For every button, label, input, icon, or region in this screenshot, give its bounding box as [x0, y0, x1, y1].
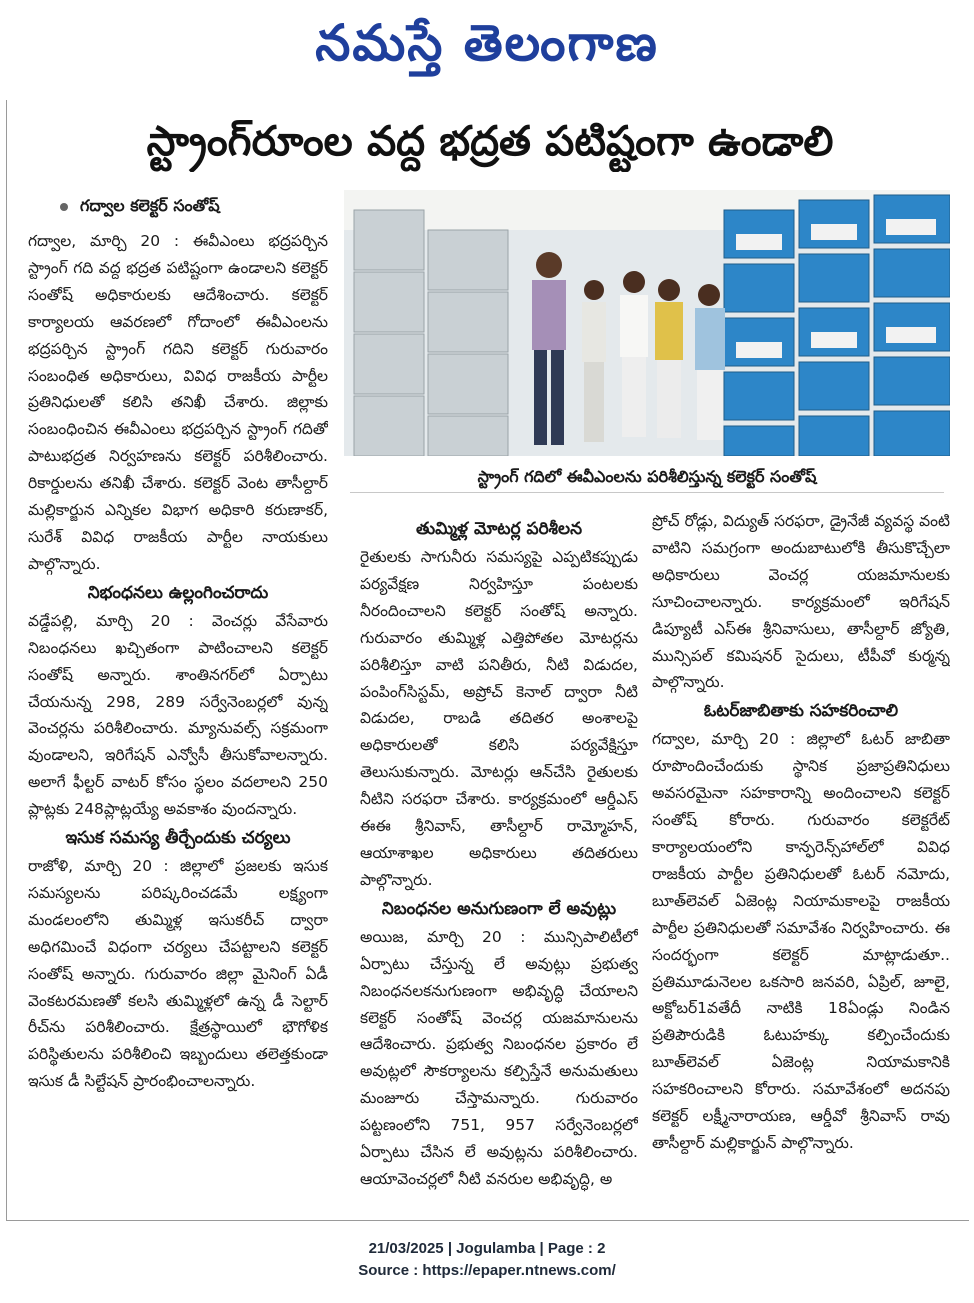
photo-illustration	[344, 190, 950, 456]
subheading: తుమ్మిళ్ల మోటర్ల పరిశీలన	[415, 519, 583, 539]
bullet-icon	[60, 203, 68, 211]
subheading: నిబంధనల అనుగుణంగా లే అవుట్లు	[381, 898, 617, 919]
article-headline: స్ట్రాంగ్‌రూంల వద్ద భద్రత పటిష్టంగా ఉండాలి	[146, 117, 834, 165]
footer-date-line: 21/03/2025 | Jogulamba | Page : 2	[368, 1240, 606, 1257]
article-column-2	[360, 514, 638, 1210]
footer-source-link[interactable]: Source : https://epaper.ntnews.com/	[358, 1262, 616, 1279]
paragraph: గద్వాల, మార్చి 20 : జిల్లాలో ఓటర్ జాబితా రూపొందించేందుకు స్థానిక ప్రజాప్రతినిధులు అవసరమైనా సహకారాన్ని అందించాలని కలెక్టర్ సంతోష్ కోరారు. గురువారం కలెక్టరేట్ కార్యాలయంలోని కాన్ఫరెన్స్‌హాల్‌లో వివిధ రాజకీయ పార్టీల ప్రతినిధులతో ఓటర్ నమోదు, బూత్‌లెవల్ ఏజెంట్ల నియామకాలపై రాజకీయ పార్టీల ప్రతినిధులతో సమావేశం నిర్వహించారు. ఈ సందర్భంగా కలెక్టర్ మాట్లాడుతూ.. ప్రతిమూడునెలల ఒకసారి జనవరి, ఏప్రిల్, జూలై, అక్టోబర్1వతేదీ నాటికి 18ఏండ్లు నిండిన ప్రతిపౌరుడికి ఓటుహక్కు కల్పించేందుకు బూత్‌లెవల్ ఏజెంట్ల నియామకానికి సహకరించాలని కోరారు. సమావేశంలో అదనపు కలెక్టర్ లక్ష్మీనారాయణ, ఆర్డీవో శ్రీనివాస్ రావు తాసీల్దార్ మల్లికార్జున్ పాల్గొన్నారు.	[652, 730, 950, 1152]
byline-text: గద్వాల కలెక్టర్ సంతోష్	[80, 196, 220, 215]
paragraph: రైతులకు సాగునీరు సమస్యపై ఎప్పటికప్పుడు పర్యవేక్షణ నిర్వహిస్తూ పంటలకు నీరందించాలని కలెక్టర్ సంతోష్ అన్నారు. గురువారం తుమ్మిళ్ల ఎత్తిపోతల మోటర్లను పరిశీలిస్తూ వాటి పనితీరు, నీటి విడుదల, పంపింగ్‌సిస్టమ్, అప్రోచ్ కెనాల్ ద్వారా నీటి విడుదల, రాబడి తదితర అంశాలపై అధికారులతో కలిసి పర్యవేక్షిస్తూ తెలుసుకున్నారు. మోటర్లు ఆన్‌చేసి రైతులకు నీటిని సరఫరా చేశారు. కార్యక్రమంలో ఆర్డీఎస్ ఈఈ శ్రీనివాస్, తాసీల్దార్ రామ్మోహన్, ఆయాశాఖల అధికారులు తదితరులు పాల్గొన్నారు.	[360, 548, 638, 889]
article-photo	[344, 190, 950, 456]
subheading: ఇసుక సమస్య తీర్చేందుకు చర్యలు	[65, 828, 291, 849]
photo-caption: స్ట్రాంగ్ గదిలో ఈవీఎంలను పరిశీలిస్తున్న కలెక్టర్ సంతోష్	[350, 462, 944, 493]
paragraph: ప్రోచ్ రోడ్లు, విద్యుత్ సరఫరా, డ్రైనేజీ వ్యవస్థ వంటి వాటిని సమగ్రంగా అందుబాటులోకి తీసుకొచ్చేలా అధికారులు వెంచర్ల యజమానులకు సూచించాలన్నారు. కార్యక్రమంలో ఇరిగేషన్ డిప్యూటీ ఎస్ఈ శ్రీనివాసులు, తాసీల్దార్ జ్యోతి, మున్సిపల్ కమిషనర్ సైదులు, టీపీవో కుర్మన్న పాల్గొన్నారు.	[652, 512, 950, 692]
article-column-1	[28, 228, 328, 1208]
page-footer	[0, 1238, 974, 1282]
paragraph: గద్వాల, మార్చి 20 : ఈవీఎంలు భద్రపర్చిన స్ట్రాంగ్ గది వద్ద భద్రత పటిష్టంగా ఉండాలని కలెక్టర్ సంతోష్ అధికారులకు ఆదేశించారు. కలెక్టర్ కార్యాలయ ఆవరణలో గోదాంలో ఈవీఎంలను భద్రపర్చిన స్ట్రాంగ్ గదిని కలెక్టర్ గురువారం సంబంధిత అధికారులు, వివిధ రాజకీయ పార్టీల ప్రతినిధులతో కలిసి తనిఖీ చేశారు. జిల్లాకు సంబంధించిన ఈవీఎంలు భద్రపర్చిన స్ట్రాంగ్ గదితో పాటుభద్రత నిర్వహణను కలెక్టర్ పరిశీలించారు. రికార్డులను తనిఖీ చేశారు. కలెక్టర్ వెంట తాసీల్దార్ మల్లికార్జున ఎన్నికల విభాగ అధికారి కరుణాకర్, సురేశ్ వివిధ రాజకీయ పార్టీల నాయకులు పాల్గొన్నారు.	[28, 232, 328, 573]
paragraph: అయిజ, మార్చి 20 : మున్సిపాలిటీలో ఏర్పాటు చేస్తున్న లే అవుట్లు ప్రభుత్వ నిబంధనలకనుగుణంగా అభివృద్ధి చేయాలని కలెక్టర్ సంతోష్ వెంచర్ల యజమానులను ఆదేశించారు. ప్రభుత్వ నిబంధనల ప్రకారం లే అవుట్లలో సౌకర్యాలను కల్పిస్తేనే అనుమతులు మంజూరు చేస్తామన్నారు. గురువారం పట్టణంలోని 751, 957 సర్వేనెంబర్లలో ఏర్పాటు చేసిన లే అవుట్లను పరిశీలించారు. ఆయావెంచర్లలో నీటి వనరుల అభివృద్ధి, అ	[360, 927, 638, 1188]
article-column-3	[652, 508, 950, 1208]
subheading: నిభంధనలు ఉల్లంగించరాదు	[87, 582, 269, 603]
paragraph: రాజోళి, మార్చి 20 : జిల్లాలో ప్రజలకు ఇసుక సమస్యలను పరిష్కరించడమే లక్ష్యంగా మండలంలోని తుమ్మిళ్ల ఇసుకరీచ్ ద్వారా అధిగమించే విధంగా చర్యలు చేపట్టాలని కలెక్టర్ సంతోష్ అన్నారు. గురువారం జిల్లా మైనింగ్ ఏడీ వెంకటరమణతో కలసి తుమ్మిళ్లలో ఉన్న డీ సెల్టార్ రీచ్‌ను పరిశీలించారు. క్షేత్రస్థాయిలో భౌగోళిక పరిస్థితులను పరిశీలించి ఇబ్బందులు తలెత్తకుండా ఇసుక డీ సిల్టేషన్ ప్రారంభించాలన్నారు.	[28, 857, 328, 1091]
subheading: ఓటర్‌జాబితాకు సహకరించాలి	[703, 701, 899, 722]
article-byline	[60, 196, 330, 219]
paragraph: వడ్డేపల్లి, మార్చి 20 : వెంచర్లు వేసేవారు నిబంధనలు ఖచ్చితంగా పాటించాలని కలెక్టర్ సంతోష్ అన్నారు. శాంతినగర్‌లో ఏర్పాటు చేయనున్న 298, 289 సర్వేనెంబర్లలో వున్న వెంచర్లను పరిశీలించారు. మ్యానువల్స్ సక్రమంగా వుండాలని, ఇరిగేషన్ ఎన్వోసీ తీసుకోవాలన్నారు. అలాగే ఫీల్టర్ వాటర్ కోసం స్థలం వదలాలని 250 ప్లాట్లకు 248ప్లాట్లయ్యే అవకాశం వుందన్నారు.	[28, 611, 328, 819]
newspaper-masthead: నమస్తే తెలంగాణ	[315, 14, 659, 72]
